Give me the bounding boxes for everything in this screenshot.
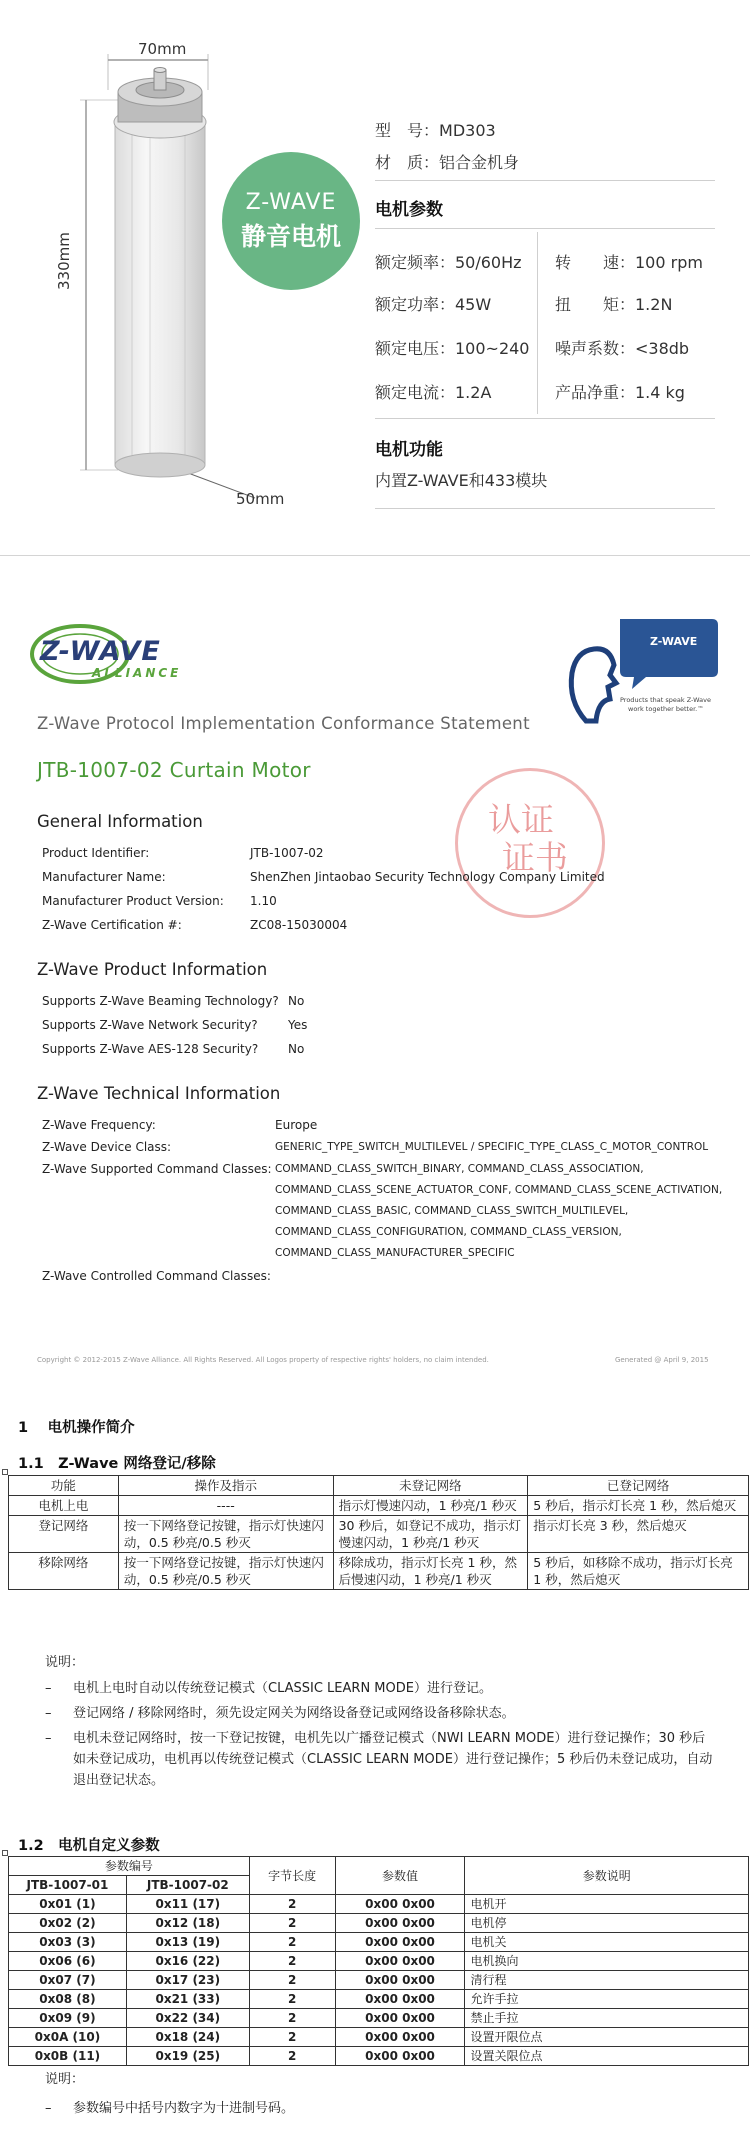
heading-1-2: 1.2 电机自定义参数 xyxy=(18,1838,160,1854)
function-title: 电机功能 xyxy=(375,440,443,460)
cell: 2 xyxy=(249,1933,335,1952)
cell: 0x0B (11) xyxy=(9,2047,127,2066)
note2-title: 说明： xyxy=(45,2072,85,2087)
col-function: 功能 xyxy=(9,1476,119,1496)
cell: 0x08 (8) xyxy=(9,1990,127,2009)
product-value-0: No xyxy=(288,994,305,1008)
cell: 0x00 0x00 xyxy=(335,2009,465,2028)
cell: 2 xyxy=(249,2028,335,2047)
col-operation: 操作及指示 xyxy=(118,1476,333,1496)
note-text-1: 登记网络 / 移除网络时，须先设定网关为网络设备登记或网络设备移除状态。 xyxy=(73,1706,515,1721)
model-row xyxy=(375,118,496,141)
supported-classes-label: Z-Wave Supported Command Classes: xyxy=(42,1162,272,1176)
params-title: 电机参数 xyxy=(375,200,443,220)
cell: 按一下网络登记按键，指示灯快速闪动，0.5 秒亮/0.5 秒灭 xyxy=(118,1516,333,1553)
cert-title: JTB-1007-02 Curtain Motor xyxy=(37,758,311,782)
cert-subtitle: Z-Wave Protocol Implementation Conformance Statement xyxy=(37,714,530,733)
product-info-title: Z-Wave Product Information xyxy=(37,960,268,979)
model-value: MD303 xyxy=(439,121,496,140)
tech-info-title: Z-Wave Technical Information xyxy=(37,1084,281,1103)
cell: 电机停 xyxy=(465,1914,749,1933)
general-key-0: Product Identifier: xyxy=(42,846,150,860)
cell: 0x09 (9) xyxy=(9,2009,127,2028)
cell: 2 xyxy=(249,1914,335,1933)
material-label: 材 质： xyxy=(375,153,440,172)
general-value-1: ShenZhen Jintaobao Security Technology Company Limited xyxy=(250,870,605,884)
general-value-0: JTB-1007-02 xyxy=(250,846,324,860)
cell: 电机换向 xyxy=(465,1952,749,1971)
products-speak-zwave-logo xyxy=(550,611,720,731)
supported-class-line-3: COMMAND_CLASS_CONFIGURATION, COMMAND_CLASS_VERSION, xyxy=(275,1226,622,1238)
supported-class-line-1: COMMAND_CLASS_SCENE_ACTUATOR_CONF, COMMAND_CLASS_SCENE_ACTIVATION, xyxy=(275,1184,723,1196)
note-item-2: – 电机未登记网络时，按一下登记按键，电机先以广播登记模式（NWI LEARN MODE）进行登记操作；30 秒后如未登记成功，电机再以传统登记模式（CLASSIC LEARN MODE）进行登记操作；5 秒后仍未登记成功，自动退出登记状态。 xyxy=(45,1728,715,1791)
cell: 登记网络 xyxy=(9,1516,119,1553)
product-value-2: No xyxy=(288,1042,305,1056)
dim-width-label: 70mm xyxy=(138,40,187,58)
param-left-3: 额定电流：1.2A xyxy=(375,383,492,402)
table-row xyxy=(9,1952,749,1971)
cell: 设置关限位点 xyxy=(465,2047,749,2066)
heading-1-1: 1.1 Z-Wave 网络登记/移除 xyxy=(18,1456,216,1472)
stamp-line1: 认证 xyxy=(488,800,554,839)
cell: 2 xyxy=(249,2047,335,2066)
general-value-2: 1.10 xyxy=(250,894,277,908)
product-key-2: Supports Z-Wave AES-128 Security? xyxy=(42,1042,259,1056)
param-left-1: 额定功率：45W xyxy=(375,295,492,314)
speak-tagline-1: Products that speak Z-Wave xyxy=(620,696,711,704)
product-value-1: Yes xyxy=(288,1018,308,1032)
cell: 按一下网络登记按键，指示灯快速闪动，0.5 秒亮/0.5 秒灭 xyxy=(118,1553,333,1590)
cell: 设置开限位点 xyxy=(465,2028,749,2047)
cell: 0x00 0x00 xyxy=(335,1933,465,1952)
badge-line1: Z-WAVE xyxy=(245,190,337,215)
cell: 移除网络 xyxy=(9,1553,119,1590)
logo-sub-text: ALLIANCE xyxy=(92,666,182,680)
col-registered: 已登记网络 xyxy=(528,1476,749,1496)
table-row xyxy=(9,2009,749,2028)
material-value: 铝合金机身 xyxy=(439,153,520,172)
cell: 0x01 (1) xyxy=(9,1895,127,1914)
note2-text-0: 参数编号中括号内数字为十进制号码。 xyxy=(73,2101,295,2116)
supported-class-line-0: COMMAND_CLASS_SWITCH_BINARY, COMMAND_CLASS_ASSOCIATION, xyxy=(275,1163,644,1175)
product-key-1: Supports Z-Wave Network Security? xyxy=(42,1018,258,1032)
param-right-2: 噪声系数：<38db xyxy=(555,339,690,358)
cell: 允许手拉 xyxy=(465,1990,749,2009)
logo-main-text: Z-WAVE xyxy=(40,636,161,667)
cell: 0x07 (7) xyxy=(9,1971,127,1990)
spec-divider xyxy=(375,180,715,181)
table-row xyxy=(9,1553,749,1590)
note-title: 说明： xyxy=(45,1655,85,1670)
speak-tagline-2: work together better.™ xyxy=(628,705,704,713)
network-inclusion-table xyxy=(8,1475,749,1590)
table-row xyxy=(9,2047,749,2066)
cell: 5 秒后，指示灯长亮 1 秒，然后熄灭 xyxy=(528,1496,749,1516)
params-bottom-rule xyxy=(375,418,715,419)
cell: 0x19 (25) xyxy=(126,2047,249,2066)
certificate-section xyxy=(0,556,750,1376)
general-value-3: ZC08-15030004 xyxy=(250,918,348,932)
cell: 2 xyxy=(249,1971,335,1990)
table-row xyxy=(9,1971,749,1990)
table-row xyxy=(9,1895,749,1914)
table-row xyxy=(9,1496,749,1516)
note-item-1: – 登记网络 / 移除网络时，须先设定网关为网络设备登记或网络设备移除状态。 xyxy=(45,1706,515,1721)
cell: 指示灯长亮 3 秒，然后熄灭 xyxy=(528,1516,749,1553)
zwave-silent-motor-badge xyxy=(222,152,360,290)
cell: 移除成功，指示灯长亮 1 秒，然后慢速闪动，1 秒亮/1 秒灭 xyxy=(333,1553,528,1590)
table-row xyxy=(9,1914,749,1933)
col-jtb-1007-01: JTB-1007-01 xyxy=(9,1876,127,1895)
general-key-3: Z-Wave Certification #: xyxy=(42,918,182,932)
col-unregistered: 未登记网络 xyxy=(333,1476,528,1496)
param-left-2: 额定电压：100~240 xyxy=(375,339,530,358)
general-key-1: Manufacturer Name: xyxy=(42,870,166,884)
cell: ---- xyxy=(118,1496,333,1516)
table-header-row xyxy=(9,1476,749,1496)
table-row xyxy=(9,1516,749,1553)
supported-class-line-4: COMMAND_CLASS_MANUFACTURER_SPECIFIC xyxy=(275,1247,515,1259)
table-row xyxy=(9,1933,749,1952)
note2-item-0: – 参数编号中括号内数字为十进制号码。 xyxy=(45,2101,295,2116)
param-left-0: 额定频率：50/60Hz xyxy=(375,253,522,272)
cell: 电机上电 xyxy=(9,1496,119,1516)
motor-illustration xyxy=(40,30,270,510)
cell: 0x16 (22) xyxy=(126,1952,249,1971)
cell: 5 秒后，如移除不成功，指示灯长亮 1 秒，然后熄灭 xyxy=(528,1553,749,1590)
cell: 0x21 (33) xyxy=(126,1990,249,2009)
general-key-2: Manufacturer Product Version: xyxy=(42,894,224,908)
cell: 2 xyxy=(249,1895,335,1914)
stamp-line2: 证书 xyxy=(502,838,568,877)
cell: 30 秒后，如登记不成功，指示灯慢速闪动，1 秒亮/1 秒灭 xyxy=(333,1516,528,1553)
cell: 0x00 0x00 xyxy=(335,1952,465,1971)
cell: 0x22 (34) xyxy=(126,2009,249,2028)
cell: 禁止手拉 xyxy=(465,2009,749,2028)
custom-parameter-table xyxy=(8,1856,749,2066)
controlled-classes-label: Z-Wave Controlled Command Classes: xyxy=(42,1269,271,1283)
function-text: 内置Z-WAVE和433模块 xyxy=(375,471,548,490)
note-text-2: 电机未登记网络时，按一下登记按键，电机先以广播登记模式（NWI LEARN MODE）进行登记操作；30 秒后如未登记成功，电机再以传统登记模式（CLASSIC LEARN MODE）进行登记操作；5 秒后仍未登记成功，自动退出登记状态。 xyxy=(73,1731,713,1788)
cell: 0x17 (23) xyxy=(126,1971,249,1990)
cell: 电机开 xyxy=(465,1895,749,1914)
table-row xyxy=(9,1990,749,2009)
cell: 0x0A (10) xyxy=(9,2028,127,2047)
cell: 0x06 (6) xyxy=(9,1952,127,1971)
col-group-param-id: 参数编号 xyxy=(9,1857,250,1876)
cell: 0x00 0x00 xyxy=(335,1914,465,1933)
frequency-value: Europe xyxy=(275,1118,318,1132)
cell: 2 xyxy=(249,1990,335,2009)
model-label: 型 号： xyxy=(375,121,440,140)
cell: 0x00 0x00 xyxy=(335,2028,465,2047)
copyright-footer: Copyright © 2012-2015 Z-Wave Alliance. All Rights Reserved. All Logos property of respective rights' holders, no claim intended. xyxy=(37,1356,489,1364)
cell: 指示灯慢速闪动，1 秒亮/1 秒灭 xyxy=(333,1496,528,1516)
col-byte-length: 字节长度 xyxy=(249,1857,335,1895)
cell: 电机关 xyxy=(465,1933,749,1952)
col-param-desc: 参数说明 xyxy=(465,1857,749,1895)
dim-depth-label: 50mm xyxy=(236,490,285,508)
badge-line2: 静音电机 xyxy=(240,222,341,251)
dim-height-label: 330mm xyxy=(55,232,73,290)
device-class-label: Z-Wave Device Class: xyxy=(42,1140,172,1154)
cell: 0x00 0x00 xyxy=(335,1895,465,1914)
function-bottom-rule xyxy=(375,508,715,509)
cell: 0x11 (17) xyxy=(126,1895,249,1914)
table-row xyxy=(9,2028,749,2047)
param-right-0: 转 速：100 rpm xyxy=(555,253,703,272)
speak-badge-text: Z-WAVE xyxy=(650,635,698,648)
cell: 2 xyxy=(249,1952,335,1971)
col-param-value: 参数值 xyxy=(335,1857,465,1895)
operation-manual-section xyxy=(0,1376,750,2143)
cell: 0x03 (3) xyxy=(9,1933,127,1952)
frequency-label: Z-Wave Frequency: xyxy=(42,1118,156,1132)
params-top-rule xyxy=(375,228,715,229)
cell: 0x00 0x00 xyxy=(335,1971,465,1990)
cell: 0x12 (18) xyxy=(126,1914,249,1933)
cell: 0x00 0x00 xyxy=(335,2047,465,2066)
cell: 2 xyxy=(249,2009,335,2028)
cell: 0x00 0x00 xyxy=(335,1990,465,2009)
table-header-row xyxy=(9,1857,749,1876)
note-text-0: 电机上电时自动以传统登记模式（CLASSIC LEARN MODE）进行登记。 xyxy=(73,1681,492,1696)
certification-stamp xyxy=(455,768,605,918)
heading-1: 1 电机操作简介 xyxy=(18,1420,135,1436)
param-right-3: 产品净重：1.4 kg xyxy=(555,383,685,402)
cell: 清行程 xyxy=(465,1971,749,1990)
supported-class-line-2: COMMAND_CLASS_BASIC, COMMAND_CLASS_SWITCH_MULTILEVEL, xyxy=(275,1205,629,1217)
params-column-divider xyxy=(537,232,538,414)
material-row xyxy=(375,150,519,173)
note-item-0: – 电机上电时自动以传统登记模式（CLASSIC LEARN MODE）进行登记。 xyxy=(45,1681,492,1696)
param-right-1: 扭 矩：1.2N xyxy=(555,295,673,314)
col-jtb-1007-02: JTB-1007-02 xyxy=(126,1876,249,1895)
cell: 0x13 (19) xyxy=(126,1933,249,1952)
general-info-title: General Information xyxy=(37,812,203,831)
product-spec-section xyxy=(0,0,750,555)
cell: 0x02 (2) xyxy=(9,1914,127,1933)
device-class-value: GENERIC_TYPE_SWITCH_MULTILEVEL / SPECIFIC_TYPE_CLASS_C_MOTOR_CONTROL xyxy=(275,1141,709,1153)
generated-date: Generated @ April 9, 2015 xyxy=(615,1356,709,1364)
product-key-0: Supports Z-Wave Beaming Technology? xyxy=(42,994,279,1008)
cell: 0x18 (24) xyxy=(126,2028,249,2047)
